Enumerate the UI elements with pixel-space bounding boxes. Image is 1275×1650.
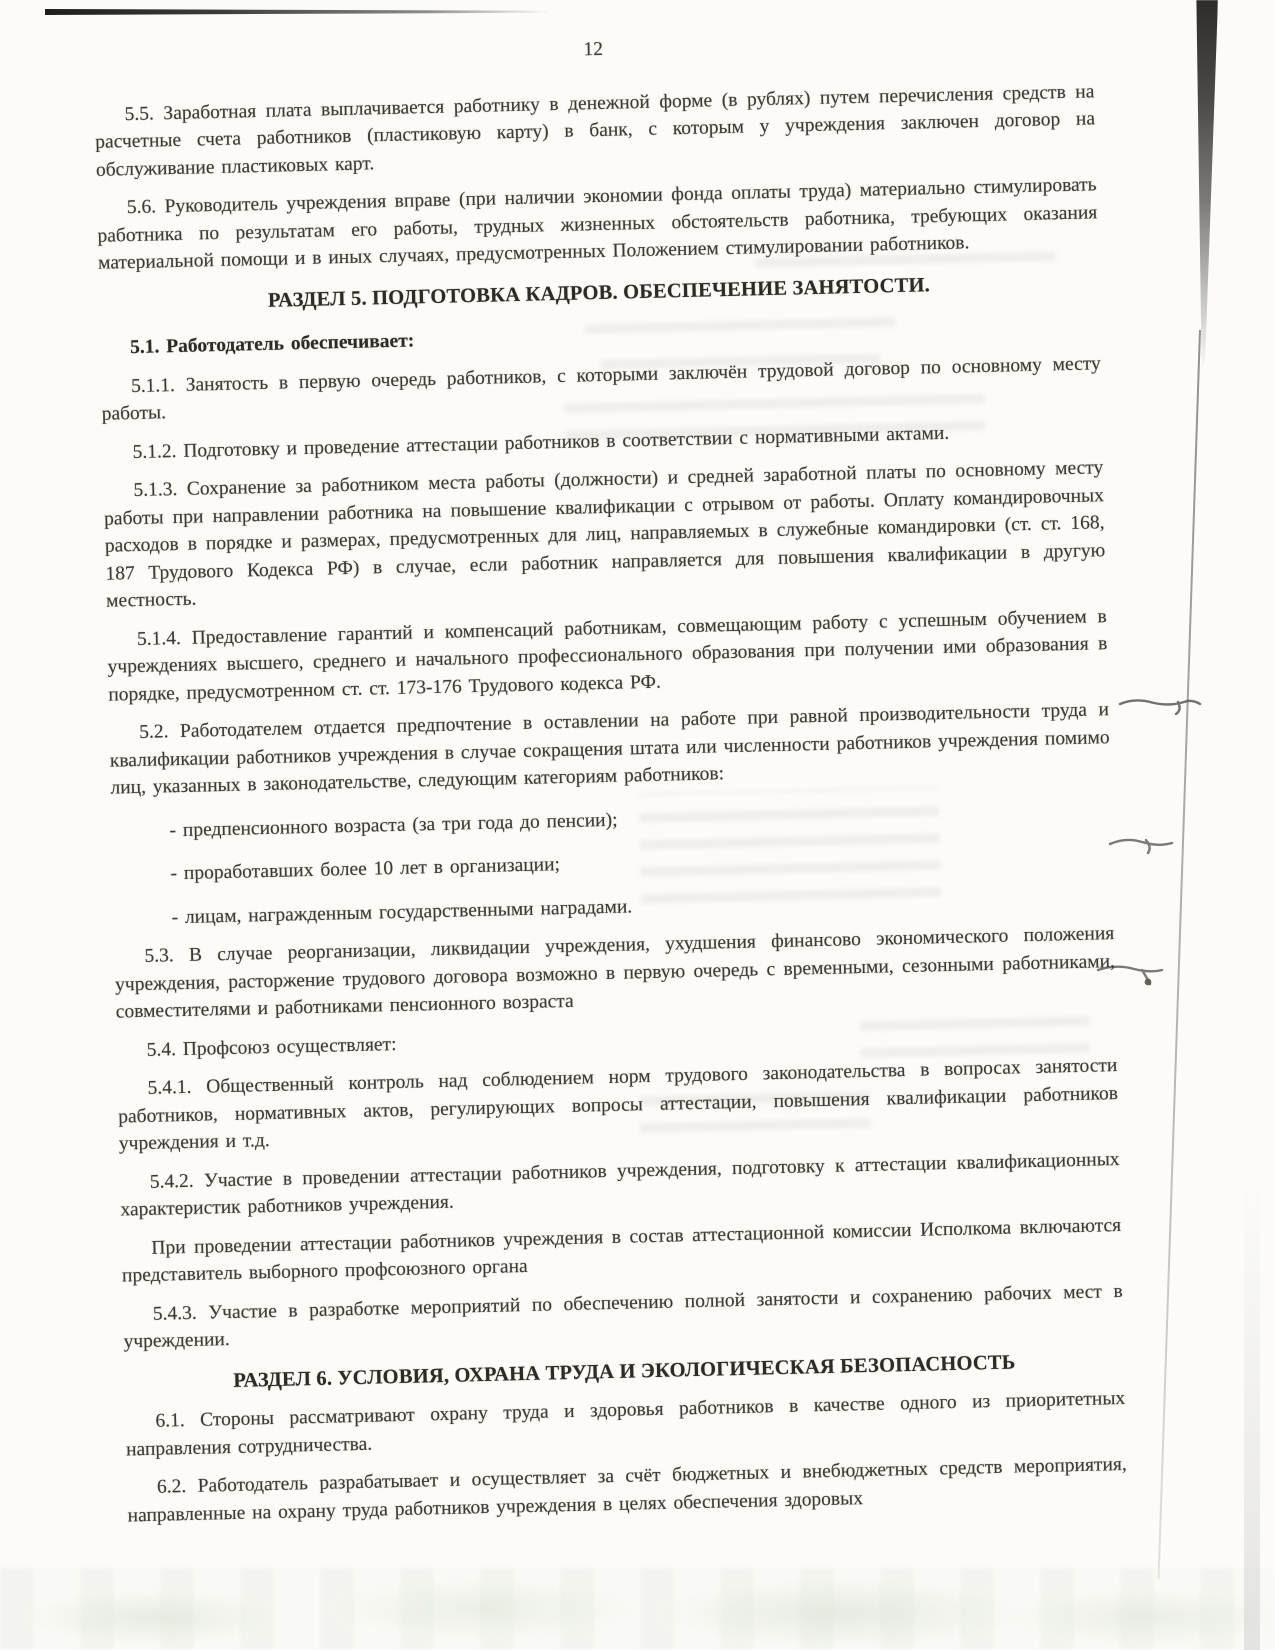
- paragraph-5-4-1: 5.4.1. Общественный контроль над соблюдением норм трудового законодательства в вопросах занятости работников, нормативных актов, регулирующих вопросы аттестации, повышения квалификации работников учреждения и т.д.: [118, 1055, 1119, 1155]
- paragraph-attestation-commission: При проведении аттестации работников учреждения в состав аттестационной комиссии Исполкома включаются представитель выборного профсоюзного органа: [121, 1214, 1122, 1287]
- scanner-noise-strip: [0, 1568, 1275, 1650]
- paragraph-5-1-3: 5.1.3. Сохранение за работником места работы (должности) и средней заработной платы по основному месту работы при направлении работника на повышение квалификации с отрывом от работы. Оплату командировочных расходов в порядке и размерах, предусмотренных для лиц, направляемых в служебные командировки (ст. ст. 168, 187 Трудового Кодекса РФ) в случае, если работник направляется для повышения квалификации в другую местность.: [103, 457, 1106, 612]
- paragraph-6-2: 6.2. Работодатель разрабатывает и осуществляет за счёт бюджетных и внебюджетных средств мероприятия, направленные на охрану труда работников учреждения в целях обеспечения здоровых: [127, 1453, 1127, 1526]
- document-body: [93, 24, 1128, 1529]
- paragraph-5-1-2: 5.1.2. Подготовку и проведение аттестации работников в соответствии с нормативными актами.: [132, 422, 950, 463]
- scanner-edge-strip: [1244, 1180, 1260, 1650]
- paragraph-5-1-4: 5.1.4. Предоставление гарантий и компенсаций работникам, совмещающим работу с успешным обучением в учреждениях высшего, среднего и начального профессионального образования при получении ими образования в порядке, предусмотренном ст. ст. 173-176 Трудового кодекса РФ.: [107, 605, 1108, 706]
- paragraph-5-2: 5.2. Работодателем отдается предпочтение в оставлении на работе при равной производительности труда и квалификации работников учреждения в случае сокращения штата или численности работников учреждения помимо лиц, указанных в законодательстве, следующим категориям работников:: [109, 699, 1110, 799]
- scan-artifact-top-line: [45, 9, 550, 15]
- binding-crease-line: [1158, 330, 1201, 1579]
- clause-5-1-title: 5.1. Работодатель обеспечивает:: [129, 330, 415, 359]
- section-6-heading: РАЗДЕЛ 6. УСЛОВИЯ, ОХРАНА ТРУДА И ЭКОЛОГИЧЕСКАЯ БЕЗОПАСНОСТЬ: [233, 1350, 1016, 1392]
- clause-5-4-title: 5.4. Профсоюз осуществляет:: [146, 1033, 397, 1061]
- paragraph-5-6: 5.6. Руководитель учреждения вправе (при наличии экономии фонда оплаты труда) материально стимулировать работника по результатам его работы, трудных жизненных обстоятельств работника, требующих оказания материальной помощи и в иных случаях, предусмотренных Положением стимулировании работников.: [97, 174, 1098, 274]
- page-number: 12: [583, 38, 604, 61]
- paragraph-5-4-2: 5.4.2. Участие в проведении аттестации работников учреждения, подготовку к аттестации квалификационных характеристик работников учреждения.: [120, 1148, 1120, 1221]
- paragraph-5-5: 5.5. Заработная плата выплачивается работнику в денежной форме (в рублях) путем перечисления средств на расчетные счета работников (пластиковую карту) в банк, с которым у учреждения заключен договор на обслуживание пластиковых карт.: [95, 80, 1096, 181]
- binding-shadow-wedge: [1194, 0, 1218, 370]
- paragraph-5-4-3: 5.4.3. Участие в разработке мероприятий по обеспечению полной занятости и сохранению рабочих мест в учреждении.: [123, 1280, 1123, 1353]
- list-item-ten-years: - проработавших более 10 лет в организации;: [170, 854, 561, 885]
- stitch-mark-icon: [1118, 690, 1204, 716]
- list-item-state-awards: - лицам, награжденным государственными наградами.: [171, 895, 633, 928]
- list-item-pre-pension: - предпенсионного возраста (за три года до пенсии);: [169, 809, 618, 841]
- section-5-heading: РАЗДЕЛ 5. ПОДГОТОВКА КАДРОВ. ОБЕСПЕЧЕНИЕ ЗАНЯТОСТИ.: [267, 273, 931, 312]
- paragraph-5-3: 5.3. В случае реорганизации, ликвидации учреждения, ухудшения финансово экономического положения учреждения, расторжение трудового договора возможно в первую очередь с временными, сезонными работниками, совместителями и работниками пенсионного возраста: [114, 923, 1116, 1023]
- paragraph-5-1-1: 5.1.1. Занятость в первую очередь работников, с которыми заключён трудовой договор по основному месту работы.: [101, 352, 1102, 425]
- paragraph-6-1: 6.1. Стороны рассматривают охрану труда и здоровья работников в качестве одного из приоритетных направления сотрудничества.: [125, 1387, 1126, 1460]
- stitch-mark-icon: [1108, 832, 1184, 856]
